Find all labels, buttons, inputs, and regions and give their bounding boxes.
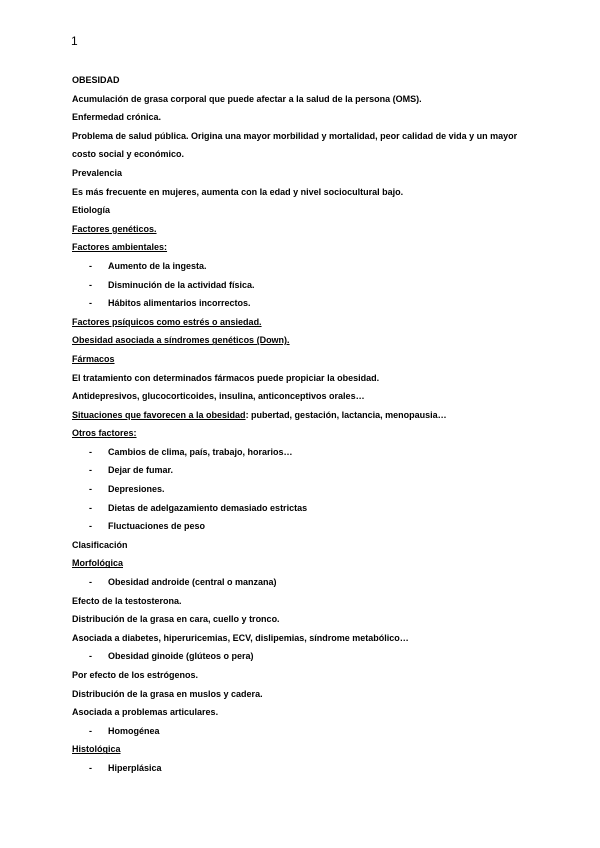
text-line: Asociada a diabetes, hiperuricemias, ECV, dislipemias, síndrome metabólico… — [72, 632, 409, 643]
bullet-dash: - — [89, 446, 92, 457]
bullet-text: Depresiones. — [108, 484, 165, 495]
text-line: Distribución de la grasa en muslos y cadera. — [72, 688, 263, 699]
bullet-text: Hábitos alimentarios incorrectos. — [108, 298, 251, 309]
bullet-dash: - — [89, 298, 92, 309]
bullet-dash: - — [89, 484, 92, 495]
text-line: OBESIDAD — [72, 75, 120, 85]
bullet-item — [72, 276, 542, 295]
text-line: Efecto de la testosterona. — [72, 595, 182, 606]
text-segment: Situaciones que favorecen a la obesidad — [72, 409, 246, 420]
bullet-dash: - — [89, 651, 92, 662]
bullet-text: Homogénea — [108, 725, 160, 736]
section-heading: Obesidad asociada a síndromes genéticos (Down). — [72, 335, 290, 346]
document-body — [72, 71, 542, 778]
bullet-dash: - — [89, 502, 92, 513]
text-line: Prevalencia — [72, 167, 123, 178]
text-line: Asociada a problemas articulares. — [72, 707, 219, 718]
bullet-dash: - — [89, 279, 92, 290]
section-heading: Otros factores: — [72, 428, 137, 439]
bullet-item — [72, 443, 542, 462]
bullet-item — [72, 647, 542, 666]
bullet-text: Aumento de la ingesta. — [108, 260, 207, 271]
bullet-dash: - — [89, 762, 92, 773]
bullet-item — [72, 499, 542, 518]
text-line: Clasificación — [72, 539, 128, 550]
bullet-dash: - — [89, 521, 92, 532]
bullet-dash: - — [89, 260, 92, 271]
bullet-dash: - — [89, 725, 92, 736]
text-line: Distribución de la grasa en cara, cuello y tronco. — [72, 614, 280, 625]
text-line — [72, 406, 542, 425]
text-line: Enfermedad crónica. — [72, 112, 162, 123]
section-heading: Factores ambientales: — [72, 242, 168, 253]
text-line: Etiología — [72, 205, 110, 216]
text-line: Por efecto de los estrógenos. — [72, 670, 199, 680]
bullet-text: Dietas de adelgazamiento demasiado estrictas — [108, 502, 308, 513]
page-number: 1 — [71, 34, 78, 48]
bullet-item — [72, 722, 542, 741]
section-heading: Fármacos — [72, 353, 115, 364]
bullet-dash: - — [89, 577, 92, 588]
text-line: Es más frecuente en mujeres, aumenta con la edad y nivel sociocultural bajo. — [72, 186, 404, 197]
text-line: Antidepresivos, glucocorticoides, insulina, anticonceptivos orales… — [72, 391, 365, 402]
bullet-item — [72, 480, 542, 499]
bullet-text: Fluctuaciones de peso — [108, 521, 206, 532]
bullet-item — [72, 461, 542, 480]
section-heading: Histológica — [72, 744, 121, 755]
text-line: El tratamiento con determinados fármacos puede propiciar la obesidad. — [72, 372, 380, 383]
bullet-dash: - — [89, 465, 92, 476]
section-heading: Factores psíquicos como estrés o ansiedad. — [72, 316, 262, 327]
bullet-text: Disminución de la actividad física. — [108, 279, 255, 290]
section-heading: Morfológica — [72, 558, 123, 569]
section-heading: Factores genéticos. — [72, 223, 157, 234]
bullet-text: Cambios de clima, país, trabajo, horarios… — [108, 446, 293, 457]
bullet-item — [72, 573, 542, 592]
bullet-text: Dejar de fumar. — [108, 465, 174, 476]
bullet-text: Obesidad androide (central o manzana) — [108, 577, 277, 588]
bullet-text: Obesidad ginoide (glúteos o pera) — [108, 651, 254, 662]
bullet-item — [72, 517, 542, 536]
text-line: Acumulación de grasa corporal que puede afectar a la salud de la persona (OMS). — [72, 93, 422, 104]
bullet-item — [72, 759, 542, 778]
bullet-item — [72, 294, 542, 313]
bullet-text: Hiperplásica — [108, 762, 162, 773]
bullet-item — [72, 257, 542, 276]
text-segment: : pubertad, gestación, lactancia, menopausia… — [245, 409, 447, 420]
text-line: Problema de salud pública. Origina una mayor morbilidad y mortalidad, peor calidad de vida y un mayor costo social y económico. — [72, 130, 518, 160]
